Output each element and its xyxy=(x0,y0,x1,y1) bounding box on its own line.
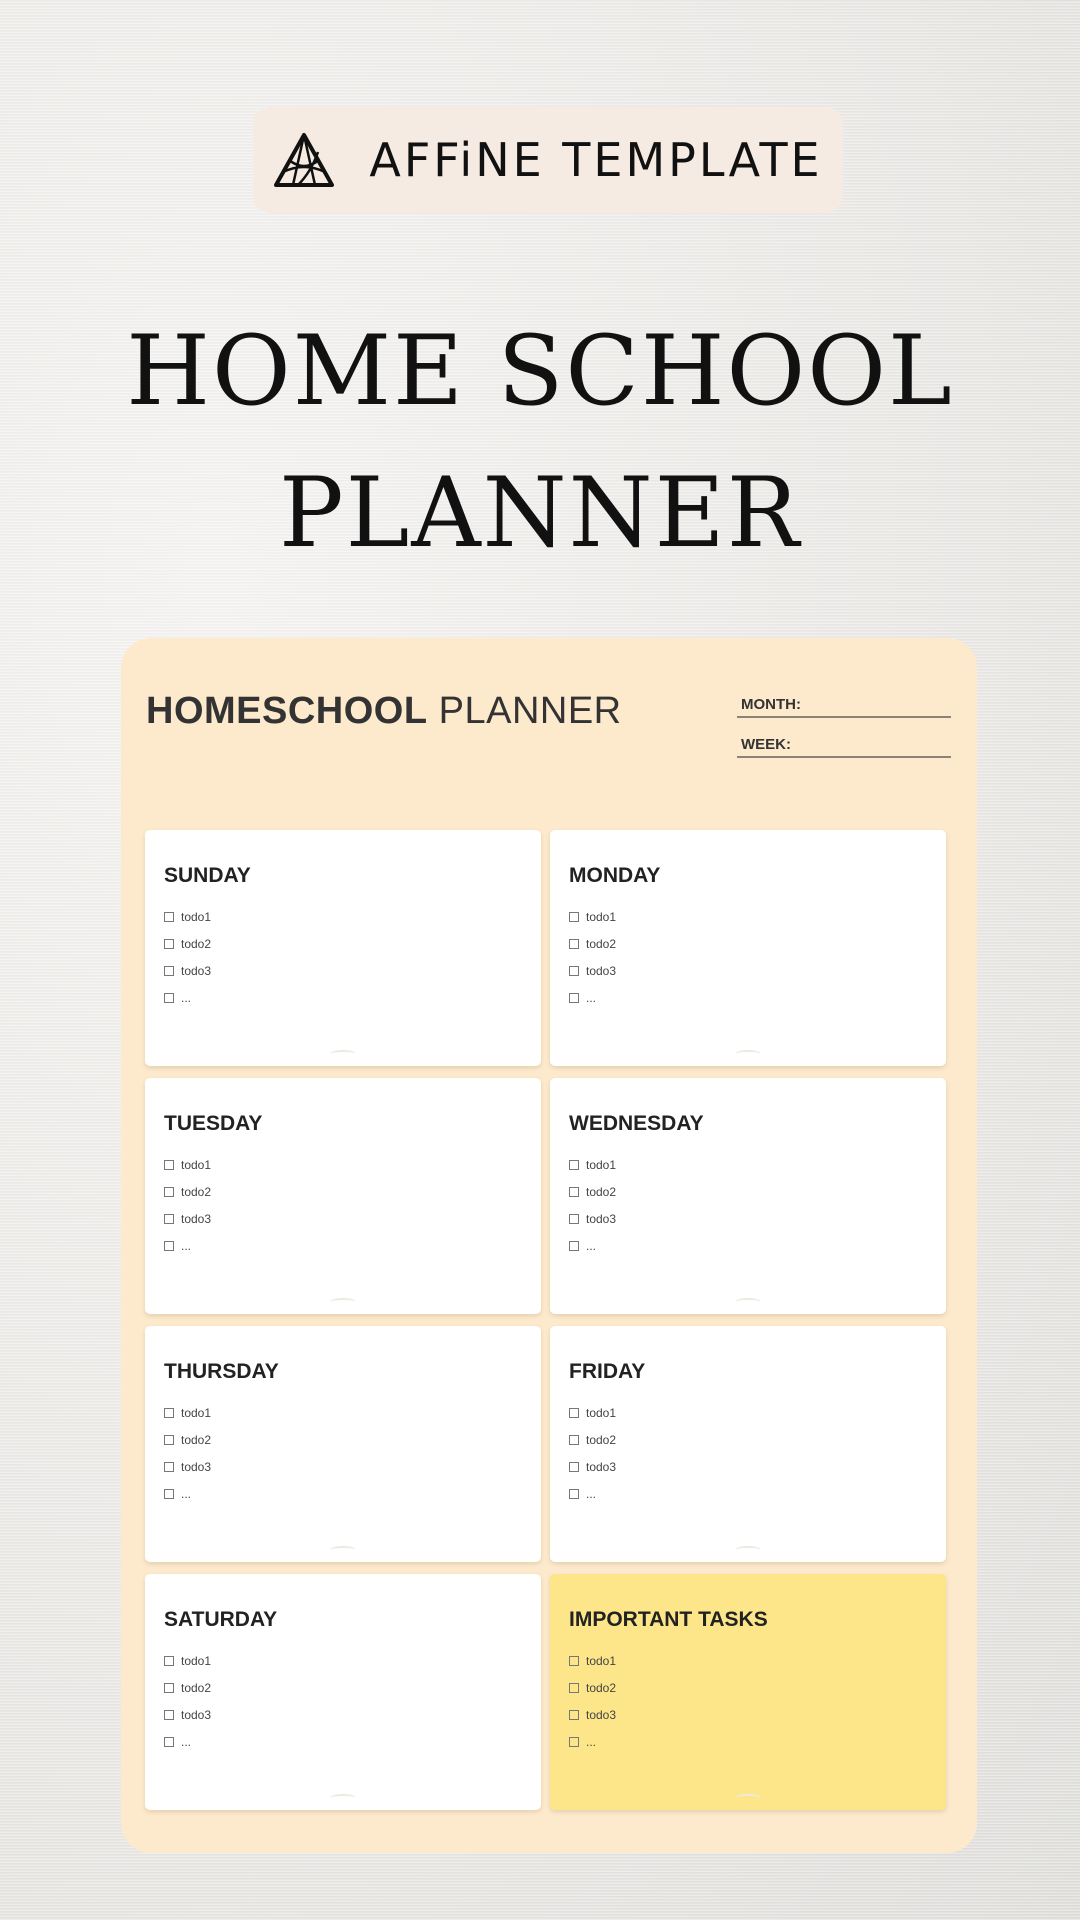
todo-item[interactable] xyxy=(569,984,616,1011)
day-title: IMPORTANT TASKS xyxy=(569,1608,768,1631)
checkbox[interactable] xyxy=(569,1408,579,1418)
checkbox[interactable] xyxy=(164,1241,174,1251)
todo-item[interactable] xyxy=(164,1701,211,1728)
todo-label: todo1 xyxy=(181,1405,212,1420)
resize-handle-icon[interactable] xyxy=(735,1298,761,1306)
todo-label: todo2 xyxy=(586,1432,617,1447)
todo-label: todo3 xyxy=(181,1707,212,1722)
todo-list xyxy=(164,1647,211,1755)
day-card[interactable] xyxy=(145,1078,541,1314)
day-card[interactable] xyxy=(145,830,541,1066)
day-title: MONDAY xyxy=(569,864,661,887)
checkbox[interactable] xyxy=(164,1462,174,1472)
todo-list xyxy=(164,1151,211,1259)
todo-item[interactable] xyxy=(569,930,616,957)
day-card[interactable] xyxy=(145,1574,541,1810)
todo-item[interactable] xyxy=(569,1426,616,1453)
todo-label: todo2 xyxy=(181,936,212,951)
checkbox[interactable] xyxy=(569,1489,579,1499)
checkbox[interactable] xyxy=(569,1160,579,1170)
checkbox[interactable] xyxy=(164,1435,174,1445)
todo-list xyxy=(569,1151,616,1259)
todo-item[interactable] xyxy=(164,930,211,957)
planner-title-bold: HOMESCHOOL xyxy=(146,690,428,732)
checkbox[interactable] xyxy=(569,1187,579,1197)
planner-card xyxy=(121,638,977,1853)
todo-label: todo3 xyxy=(586,1211,617,1226)
month-field[interactable]: MONTH: xyxy=(737,696,951,718)
todo-item[interactable] xyxy=(569,1674,616,1701)
todo-label: ... xyxy=(181,1486,192,1501)
checkbox[interactable] xyxy=(164,912,174,922)
planner-title-light: PLANNER xyxy=(438,690,622,732)
checkbox[interactable] xyxy=(569,912,579,922)
todo-item[interactable] xyxy=(164,1480,211,1507)
todo-item[interactable] xyxy=(569,1701,616,1728)
todo-list xyxy=(164,903,211,1011)
page-title xyxy=(0,300,1080,584)
day-title: TUESDAY xyxy=(164,1112,263,1135)
todo-item[interactable] xyxy=(569,1399,616,1426)
todo-label: todo2 xyxy=(181,1432,212,1447)
day-title: FRIDAY xyxy=(569,1360,646,1383)
resize-handle-icon[interactable] xyxy=(735,1794,761,1802)
todo-list xyxy=(569,1647,616,1755)
resize-handle-icon[interactable] xyxy=(330,1050,356,1058)
todo-label: todo2 xyxy=(586,1184,617,1199)
checkbox[interactable] xyxy=(164,1683,174,1693)
checkbox[interactable] xyxy=(164,1408,174,1418)
todo-item[interactable] xyxy=(164,1399,211,1426)
affine-template-badge xyxy=(253,107,843,213)
checkbox[interactable] xyxy=(569,1656,579,1666)
todo-item[interactable] xyxy=(164,903,211,930)
todo-label: todo2 xyxy=(586,936,617,951)
page-title-line-2: PLANNER xyxy=(278,457,802,569)
checkbox[interactable] xyxy=(569,1435,579,1445)
todo-label: todo3 xyxy=(586,1707,617,1722)
day-card[interactable] xyxy=(550,1078,946,1314)
checkbox[interactable] xyxy=(569,966,579,976)
todo-label: todo3 xyxy=(586,963,617,978)
todo-item[interactable] xyxy=(164,1426,211,1453)
checkbox[interactable] xyxy=(164,1656,174,1666)
todo-item[interactable] xyxy=(569,903,616,930)
todo-item[interactable] xyxy=(569,1178,616,1205)
checkbox[interactable] xyxy=(569,1462,579,1472)
todo-item[interactable] xyxy=(164,957,211,984)
resize-handle-icon[interactable] xyxy=(330,1298,356,1306)
todo-item[interactable] xyxy=(164,1178,211,1205)
affine-logo-icon xyxy=(273,132,335,188)
checkbox[interactable] xyxy=(569,1737,579,1747)
todo-item[interactable] xyxy=(164,1232,211,1259)
todo-item[interactable] xyxy=(569,1453,616,1480)
resize-handle-icon[interactable] xyxy=(735,1050,761,1058)
todo-item[interactable] xyxy=(164,1453,211,1480)
day-title: SUNDAY xyxy=(164,864,251,887)
todo-item[interactable] xyxy=(164,1205,211,1232)
checkbox[interactable] xyxy=(164,1737,174,1747)
todo-label: todo1 xyxy=(586,1157,617,1172)
todo-label: todo1 xyxy=(181,909,212,924)
day-title: SATURDAY xyxy=(164,1608,278,1631)
todo-list xyxy=(569,1399,616,1507)
todo-label: todo1 xyxy=(181,1157,212,1172)
todo-item[interactable] xyxy=(569,1647,616,1674)
day-title: THURSDAY xyxy=(164,1360,279,1383)
todo-label: ... xyxy=(586,990,597,1005)
todo-label: todo1 xyxy=(586,1405,617,1420)
checkbox[interactable] xyxy=(164,1187,174,1197)
checkbox[interactable] xyxy=(164,1710,174,1720)
todo-list xyxy=(569,903,616,1011)
resize-handle-icon[interactable] xyxy=(330,1794,356,1802)
checkbox[interactable] xyxy=(569,1683,579,1693)
todo-label: ... xyxy=(586,1238,597,1253)
todo-item[interactable] xyxy=(164,984,211,1011)
todo-label: todo2 xyxy=(586,1680,617,1695)
resize-handle-icon[interactable] xyxy=(735,1546,761,1554)
todo-item[interactable] xyxy=(164,1151,211,1178)
day-card[interactable] xyxy=(550,830,946,1066)
checkbox[interactable] xyxy=(164,939,174,949)
checkbox[interactable] xyxy=(164,966,174,976)
checkbox[interactable] xyxy=(164,1214,174,1224)
todo-label: todo2 xyxy=(181,1184,212,1199)
badge-label: AFFiNE TEMPLATE xyxy=(369,133,823,187)
checkbox[interactable] xyxy=(569,939,579,949)
page-title-line-1: HOME SCHOOL xyxy=(126,315,954,427)
todo-label: todo1 xyxy=(586,1653,617,1668)
todo-label: todo3 xyxy=(181,963,212,978)
todo-label: todo3 xyxy=(181,1211,212,1226)
checkbox[interactable] xyxy=(164,993,174,1003)
todo-list xyxy=(164,1399,211,1507)
todo-item[interactable] xyxy=(569,957,616,984)
important-tasks-card[interactable] xyxy=(550,1574,946,1810)
todo-label: todo3 xyxy=(586,1459,617,1474)
todo-item[interactable] xyxy=(569,1151,616,1178)
day-card[interactable] xyxy=(145,1326,541,1562)
checkbox[interactable] xyxy=(569,1710,579,1720)
todo-label: todo1 xyxy=(181,1653,212,1668)
todo-label: ... xyxy=(181,1734,192,1749)
planner-title xyxy=(146,690,622,733)
resize-handle-icon[interactable] xyxy=(330,1546,356,1554)
todo-item[interactable] xyxy=(569,1728,616,1755)
todo-label: ... xyxy=(586,1734,597,1749)
todo-item[interactable] xyxy=(569,1205,616,1232)
todo-label: ... xyxy=(181,990,192,1005)
todo-label: todo1 xyxy=(586,909,617,924)
checkbox[interactable] xyxy=(569,1214,579,1224)
todo-item[interactable] xyxy=(164,1647,211,1674)
checkbox[interactable] xyxy=(164,1160,174,1170)
todo-label: todo3 xyxy=(181,1459,212,1474)
checkbox[interactable] xyxy=(569,1241,579,1251)
todo-item[interactable] xyxy=(569,1480,616,1507)
checkbox[interactable] xyxy=(569,993,579,1003)
todo-item[interactable] xyxy=(164,1674,211,1701)
todo-item[interactable] xyxy=(569,1232,616,1259)
todo-item[interactable] xyxy=(164,1728,211,1755)
todo-label: todo2 xyxy=(181,1680,212,1695)
day-card[interactable] xyxy=(550,1326,946,1562)
week-field[interactable]: WEEK: xyxy=(737,736,951,758)
day-title: WEDNESDAY xyxy=(569,1112,704,1135)
checkbox[interactable] xyxy=(164,1489,174,1499)
todo-label: ... xyxy=(181,1238,192,1253)
todo-label: ... xyxy=(586,1486,597,1501)
